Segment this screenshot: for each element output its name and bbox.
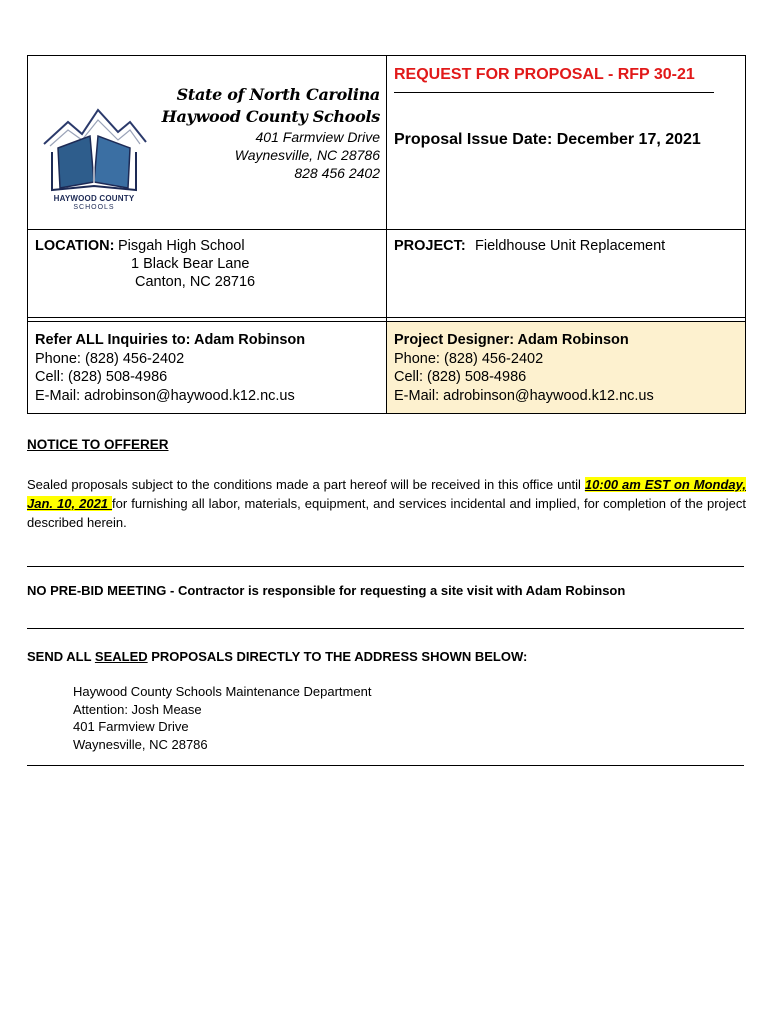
inquiries-email: E-Mail: adrobinson@haywood.k12.nc.us: [35, 387, 295, 404]
ship-line4: Waynesville, NC 28786: [73, 736, 208, 752]
send-after: PROPOSALS DIRECTLY TO THE ADDRESS SHOWN BELOW:: [147, 649, 528, 664]
ship-to-address: [73, 683, 371, 753]
school-logo: [38, 100, 150, 220]
district-name: Haywood County Schools: [161, 107, 380, 126]
notice-paragraph: [27, 475, 746, 532]
notice-text-after: for furnishing all labor, materials, equipment, and services incidental and implied, for completion of the project described herein.: [27, 496, 746, 530]
inquiries-phone: Phone: (828) 456-2402: [35, 350, 185, 367]
ship-line2: Attention: Josh Mease: [73, 701, 202, 717]
divider-line: [27, 765, 744, 766]
notice-heading: NOTICE TO OFFERER: [27, 437, 169, 452]
mountain-book-icon: [38, 100, 150, 192]
project-value: Fieldhouse Unit Replacement: [475, 238, 666, 254]
designer-title: Project Designer: Adam Robinson: [394, 332, 629, 348]
location-line1: Pisgah High School: [118, 238, 245, 254]
ship-line1: Haywood County Schools Maintenance Department: [73, 684, 372, 699]
send-before: SEND ALL: [27, 649, 95, 664]
rfp-header-table: [27, 55, 746, 414]
notice-text-before: Sealed proposals subject to the conditions made a part hereof will be received in this office until: [27, 477, 585, 492]
inquiries-title: Refer ALL Inquiries to: Adam Robinson: [35, 332, 306, 348]
prebid-note: NO PRE-BID MEETING - Contractor is responsible for requesting a site visit with Adam Robinson: [27, 583, 626, 598]
org-address-line1: 401 Farmview Drive: [255, 129, 380, 145]
state-name: State of North Carolina: [176, 85, 380, 104]
designer-cell: [387, 322, 746, 414]
designer-email: E-Mail: adrobinson@haywood.k12.nc.us: [394, 387, 654, 404]
inquiries-cell-phone: Cell: (828) 508-4986: [35, 369, 168, 385]
divider-line: [27, 566, 744, 567]
org-block: [162, 84, 380, 182]
org-cell: [28, 56, 387, 230]
rfp-title: REQUEST FOR PROPOSAL - RFP 30-21: [394, 66, 695, 83]
logo-text: HAYWOOD COUNTY: [53, 194, 135, 203]
designer-cell-phone: Cell: (828) 508-4986: [394, 369, 527, 385]
location-line3: Canton, NC 28716: [135, 274, 256, 290]
designer-phone: Phone: (828) 456-2402: [394, 350, 544, 367]
org-phone: 828 456 2402: [294, 165, 380, 181]
logo-subtext: SCHOOLS: [73, 204, 115, 211]
rfp-cell: [387, 56, 746, 230]
location-label: LOCATION:: [35, 238, 115, 254]
rfp-underline: [394, 92, 714, 93]
send-underlined: SEALED: [94, 649, 148, 664]
project-cell: [387, 230, 746, 318]
divider-line: [27, 628, 744, 629]
deadline-highlight: 10:00 am EST on Monday, Jan. 10, 2021: [27, 477, 746, 511]
issue-date: Proposal Issue Date: December 17, 2021: [394, 131, 701, 148]
location-line2: 1 Black Bear Lane: [131, 256, 250, 272]
send-instruction: [27, 649, 527, 664]
project-label: PROJECT:: [394, 238, 466, 254]
org-address-line2: Waynesville, NC 28786: [234, 147, 380, 163]
inquiries-cell: [28, 322, 387, 414]
location-cell: [28, 230, 387, 318]
ship-line3: 401 Farmview Drive: [73, 719, 189, 734]
